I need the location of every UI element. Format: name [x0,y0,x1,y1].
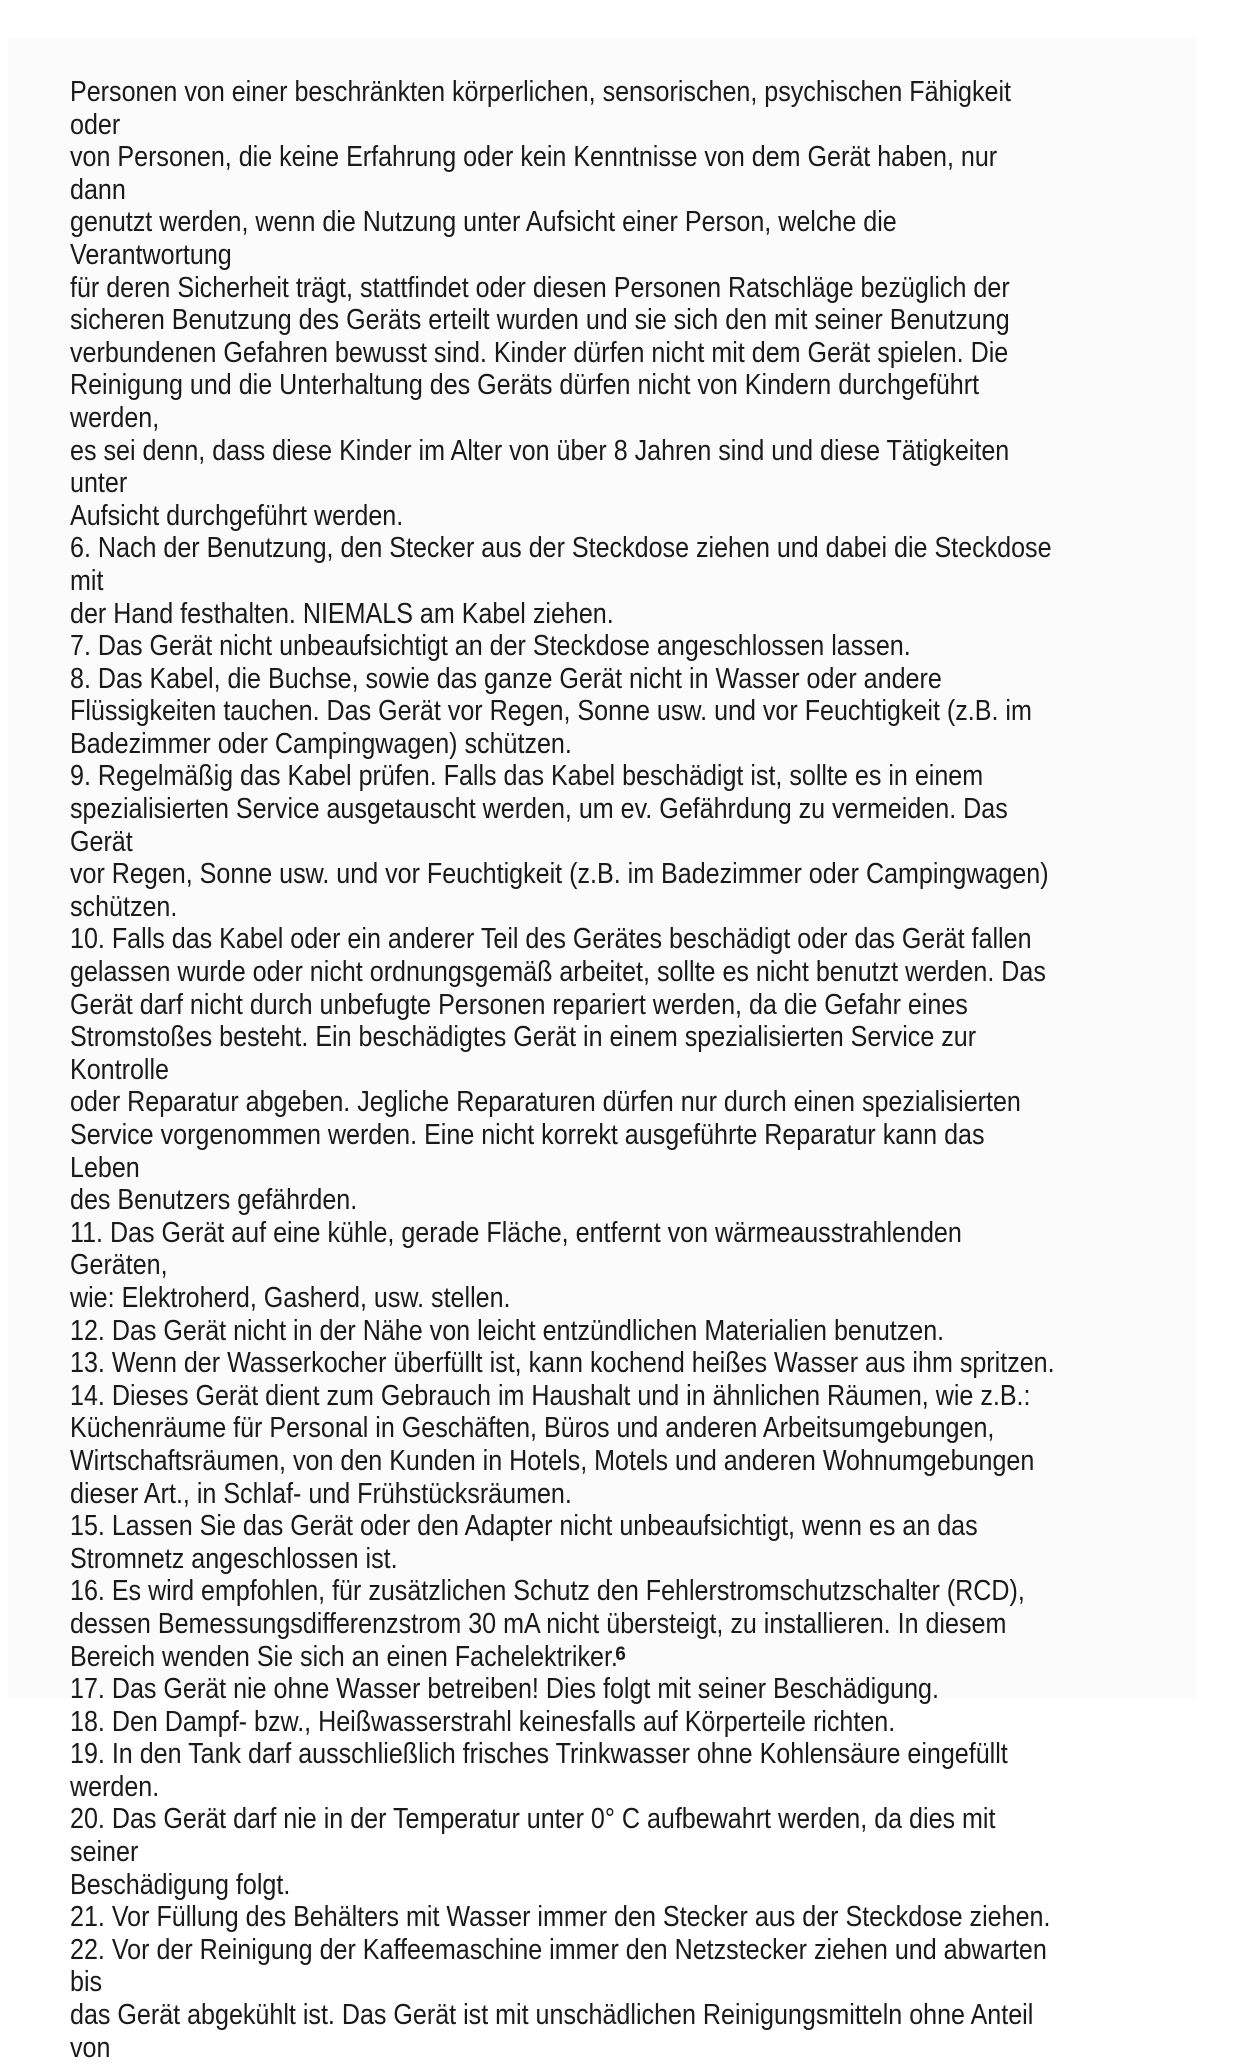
list-item-16: 16. Es wird empfohlen, für zusätzlichen Schutz den Fehlerstromschutzschalter (RCD), dessen Bemessungsdifferenzstrom 30 mA nicht übersteigt, zu installieren. In diesem Bereich wenden Sie sich an einen Fachelektriker. [70,1575,1025,1673]
list-item-19: 19. In den Tank darf ausschließlich frisches Trinkwasser ohne Kohlensäure eingefüllt werden. [70,1738,1008,1803]
list-item-7: 7. Das Gerät nicht unbeaufsichtigt an der Steckdose angeschlossen lassen. [70,630,911,663]
list-item-12: 12. Das Gerät nicht in der Nähe von leicht entzündlichen Materialien benutzen. [70,1314,945,1347]
list-item-22: 22. Vor der Reinigung der Kaffeemaschine immer den Netzstecker ziehen und abwarten bis das Gerät abgekühlt ist. Das Gerät ist mit unschädlichen Reinigungsmitteln ohne Anteil von [70,1933,1047,2064]
list-item-18: 18. Den Dampf- bzw., Heißwasserstrahl keinesfalls auf Körperteile richten. [70,1705,896,1738]
list-item-14: 14. Dieses Gerät dient zum Gebrauch im Haushalt und in ähnlichen Räumen, wie z.B.: Küchenräume für Personal in Geschäften, Büros und anderen Arbeitsumgebungen, Wirtschaftsräumen, von den Kunden in Hotels, Motels und anderen Wohnumgebungen dieser Art., in Schlaf- und Frühstücksräumen. [70,1379,1035,1510]
list-item-21: 21. Vor Füllung des Behälters mit Wasser immer den Stecker aus der Steckdose ziehen. [70,1901,1051,1934]
list-item-10: 10. Falls das Kabel oder ein anderer Teil des Gerätes beschädigt oder das Gerät fallen gelassen wurde oder nicht ordnungsgemäß arbeitet, sollte es nicht benutzt werden. Das Gerät darf nicht durch unbefugte Personen repariert werden, da die Gefahr eines Stromstoßes besteht. Ein beschädigtes Gerät in einem spezialisierten Service zur Kontrolle oder Reparatur abgeben. Jegliche Reparaturen dürfen nur durch einen spezialisierten Service vorgenommen werden. Eine nicht korrekt ausgeführte Reparatur kann das Leben des Benutzers gefährden. [70,923,1046,1217]
list-item-13: 13. Wenn der Wasserkocher überfüllt ist, kann kochend heißes Wasser aus ihm spritzen. [70,1347,1055,1380]
list-item-17: 17. Das Gerät nie ohne Wasser betreiben! Dies folgt mit seiner Beschädigung. [70,1673,939,1706]
body-text [70,76,1056,2064]
page-number: 6 [615,1644,626,1665]
list-item-20: 20. Das Gerät darf nie in der Temperatur unter 0° C aufbewahrt werden, da dies mit seiner Beschädigung folgt. [70,1803,996,1901]
list-item-8: 8. Das Kabel, die Buchse, sowie das ganze Gerät nicht in Wasser oder andere Flüssigkeiten tauchen. Das Gerät vor Regen, Sonne usw. und vor Feuchtigkeit (z.B. im Badezimmer oder Campingwagen) schützen. [70,662,1032,760]
list-item-11: 11. Das Gerät auf eine kühle, gerade Fläche, entfernt von wärmeausstrahlenden Geräten, wie: Elektroherd, Gasherd, usw. stellen. [70,1216,962,1314]
list-item-15: 15. Lassen Sie das Gerät oder den Adapter nicht unbeaufsichtigt, wenn es an das Stromnetz angeschlossen ist. [70,1510,978,1575]
paragraph-intro: Personen von einer beschränkten körperlichen, sensorischen, psychischen Fähigkeit oder von Personen, die keine Erfahrung oder kein Kenntnisse von dem Gerät haben, nur dann genutzt werden, wenn die Nutzung unter Aufsicht einer Person, welche die Verantwortung für deren Sicherheit trägt, stattfindet oder diesen Personen Ratschläge bezüglich der sicheren Benutzung des Geräts erteilt wurden und sie sich den mit seiner Benutzung verbundenen Gefahren bewusst sind. Kinder dürfen nicht mit dem Gerät spielen. Die Reinigung und die Unterhaltung des Geräts dürfen nicht von Kindern durchgeführt werden, es sei denn, dass diese Kinder im Alter von über 8 Jahren sind und diese Tätigkeiten unter Aufsicht durchgeführt werden. [70,76,1012,532]
list-item-9: 9. Regelmäßig das Kabel prüfen. Falls das Kabel beschädigt ist, sollte es in einem spezialisierten Service ausgetauscht werden, um ev. Gefährdung zu vermeiden. Das Gerät vor Regen, Sonne usw. und vor Feuchtigkeit (z.B. im Badezimmer oder Campingwagen) schützen. [70,760,1049,923]
list-item-6: 6. Nach der Benutzung, den Stecker aus der Steckdose ziehen und dabei die Steckdose mit der Hand festhalten. NIEMALS am Kabel ziehen. [70,532,1052,630]
